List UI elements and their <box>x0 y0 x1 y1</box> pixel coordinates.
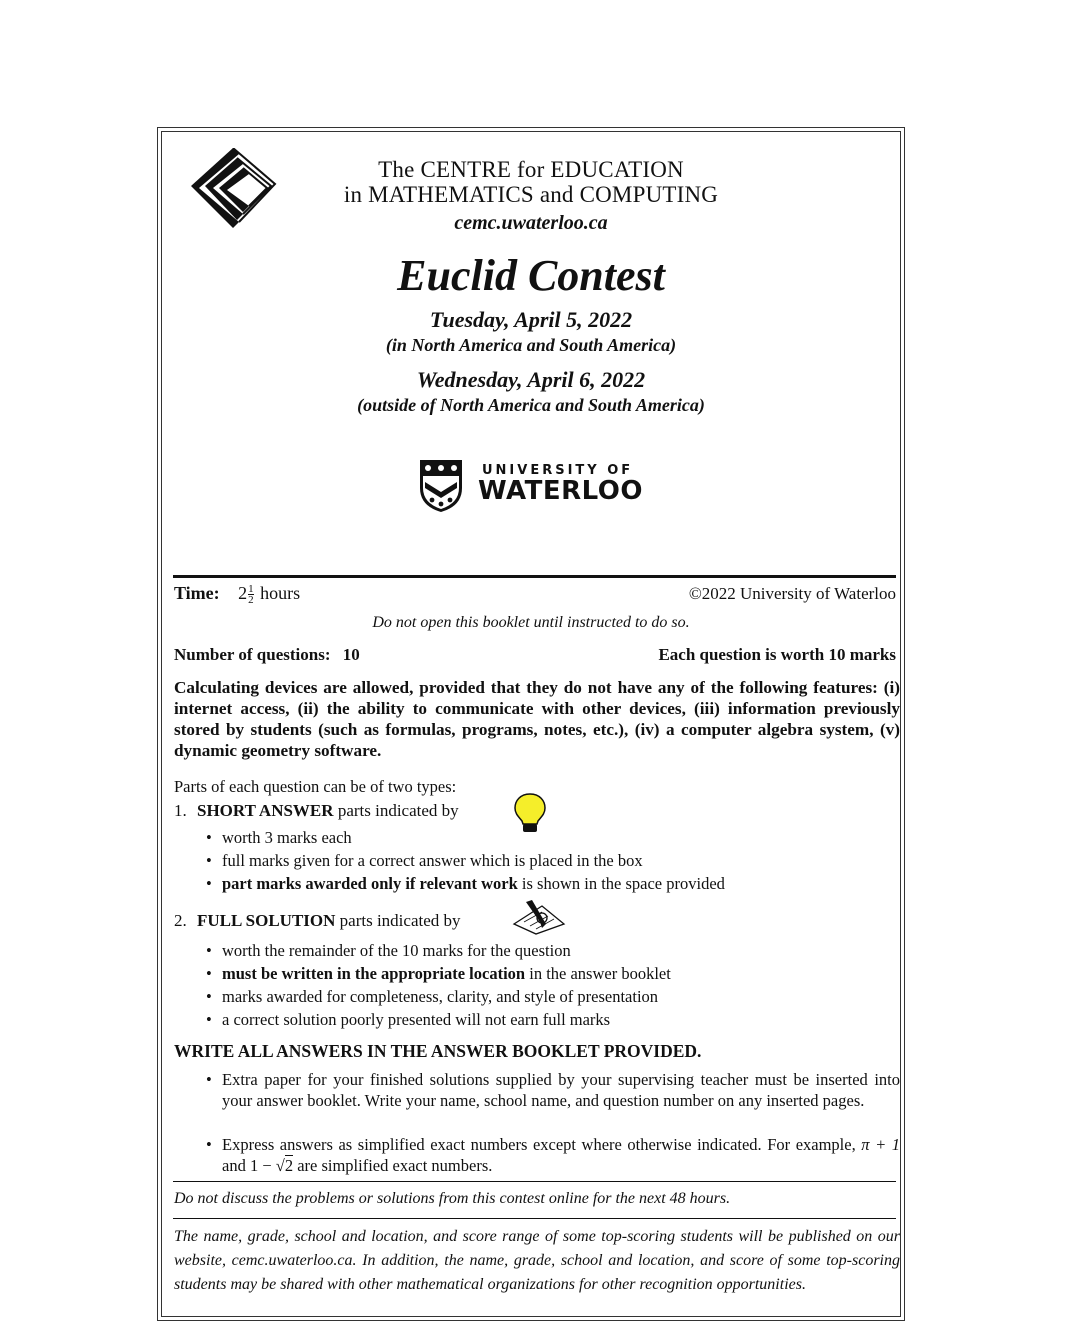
publication-notice: The name, grade, school and location, and score range of some top-scoring students will be published on our website, cemc.uwaterloo.ca. In addition, the name, grade, school and location, and score of some top-scoring students may be shared with other mathematical organizations for other recognition opportunities. <box>174 1228 900 1293</box>
full-solution-label: FULL SOLUTION <box>197 911 336 930</box>
short-answer-bullet-2: • full marks given for a correct answer which is placed in the box <box>222 851 643 871</box>
section-divider <box>173 575 896 578</box>
pencil-paper-icon <box>512 900 566 936</box>
page-frame-inner <box>161 131 901 1317</box>
time-unit: hours <box>260 583 301 603</box>
number-of-questions-value: 10 <box>342 645 360 664</box>
contest-date-outside-note: (outside of North America and South America) <box>357 395 705 415</box>
short-answer-row <box>174 801 459 821</box>
parts-intro: Parts of each question can be of two types: <box>174 777 457 796</box>
short-answer-indicated: parts indicated by <box>337 801 459 820</box>
short-answer-bullet-3 <box>222 874 725 894</box>
full-solution-row <box>174 911 461 931</box>
footer-divider-1 <box>173 1181 896 1182</box>
full-solution-indicated: parts indicated by <box>339 911 461 930</box>
full-solution-bullet-2-bold: must be written in the appropriate location <box>222 964 526 983</box>
full-solution-bullet-3: • marks awarded for completeness, clarity, and style of presentation <box>222 987 658 1007</box>
calculator-policy: Calculating devices are allowed, provided that they do not have any of the following features: (i) internet access, (ii) the ability to communicate with other devices, (iii) information previously stored by students (such as formulas, programs, notes, etc.), (iv) a computer algebra system, (v) dynamic geometry software. <box>174 678 900 760</box>
contest-date-outside: Wednesday, April 6, 2022 <box>416 367 646 392</box>
waterloo-label: WATERLOO <box>478 476 643 506</box>
short-answer-bullet-1: • worth 3 marks each <box>222 828 352 848</box>
short-answer-label: SHORT ANSWER <box>197 801 334 820</box>
footer-divider-2 <box>173 1218 896 1219</box>
contest-title: Euclid Contest <box>397 251 665 300</box>
full-solution-number: 2. <box>174 911 187 930</box>
lightbulb-icon <box>513 792 547 834</box>
waterloo-shield-icon <box>418 458 464 514</box>
write-answers-heading: WRITE ALL ANSWERS IN THE ANSWER BOOKLET PROVIDED. <box>174 1041 702 1061</box>
write-bullet-extra-paper: • Extra paper for your finished solutions supplied by your supervising teacher must be inserted into your answer booklet. Write your name, school name, and question number on any inserted pages. <box>222 1069 900 1111</box>
website-url: cemc.uwaterloo.ca <box>454 212 608 234</box>
exact-numbers-text: Express answers as simplified exact numbers except where otherwise indicated. For example, <box>222 1135 856 1154</box>
example-expression-2-prefix: 1 − <box>249 1156 276 1175</box>
short-answer-bullet-3-bold: part marks awarded only if relevant work <box>222 874 518 893</box>
time-whole: 2 <box>238 583 248 603</box>
time-label: Time: <box>174 583 220 603</box>
university-of-label: UNIVERSITY OF <box>482 463 634 478</box>
copyright: ©2022 University of Waterloo <box>688 584 896 603</box>
time-fraction-numerator: 1 <box>248 583 254 596</box>
full-solution-bullet-2-rest: in the answer booklet <box>529 964 671 983</box>
time-fraction-denominator: 2 <box>248 594 254 607</box>
contest-date-americas: Tuesday, April 5, 2022 <box>429 307 633 332</box>
university-logo <box>418 458 658 518</box>
marks-per-question: Each question is worth 10 marks <box>658 645 896 664</box>
full-solution-bullet-1: • worth the remainder of the 10 marks for the question <box>222 941 571 961</box>
example-end: are simplified exact numbers. <box>297 1156 493 1175</box>
discussion-notice: Do not discuss the problems or solutions from this contest online for the next 48 hours. <box>174 1190 731 1207</box>
example-expression-1: π + 1 <box>861 1135 901 1154</box>
short-answer-bullet-3-rest: is shown in the space provided <box>521 874 725 893</box>
page-frame <box>157 127 905 1321</box>
time-row <box>174 583 300 605</box>
full-solution-bullet-4: • a correct solution poorly presented will not earn full marks <box>222 1010 610 1030</box>
number-of-questions <box>174 645 360 665</box>
full-solution-bullet-2 <box>222 964 671 984</box>
short-answer-number: 1. <box>174 801 187 820</box>
org-name-line1: The CENTRE for EDUCATION <box>378 157 684 182</box>
number-of-questions-label: Number of questions: <box>174 645 331 664</box>
contest-date-americas-note: (in North America and South America) <box>385 335 677 355</box>
example-expression-2: 1 − √2 <box>249 1156 294 1175</box>
write-bullet-exact-numbers <box>222 1134 900 1176</box>
example-and: and <box>222 1156 246 1175</box>
org-name-line2: in MATHEMATICS and COMPUTING <box>343 182 719 207</box>
example-expression-2-radicand: 2 <box>284 1156 294 1175</box>
do-not-open-notice: Do not open this booklet until instructed to do so. <box>372 614 690 631</box>
